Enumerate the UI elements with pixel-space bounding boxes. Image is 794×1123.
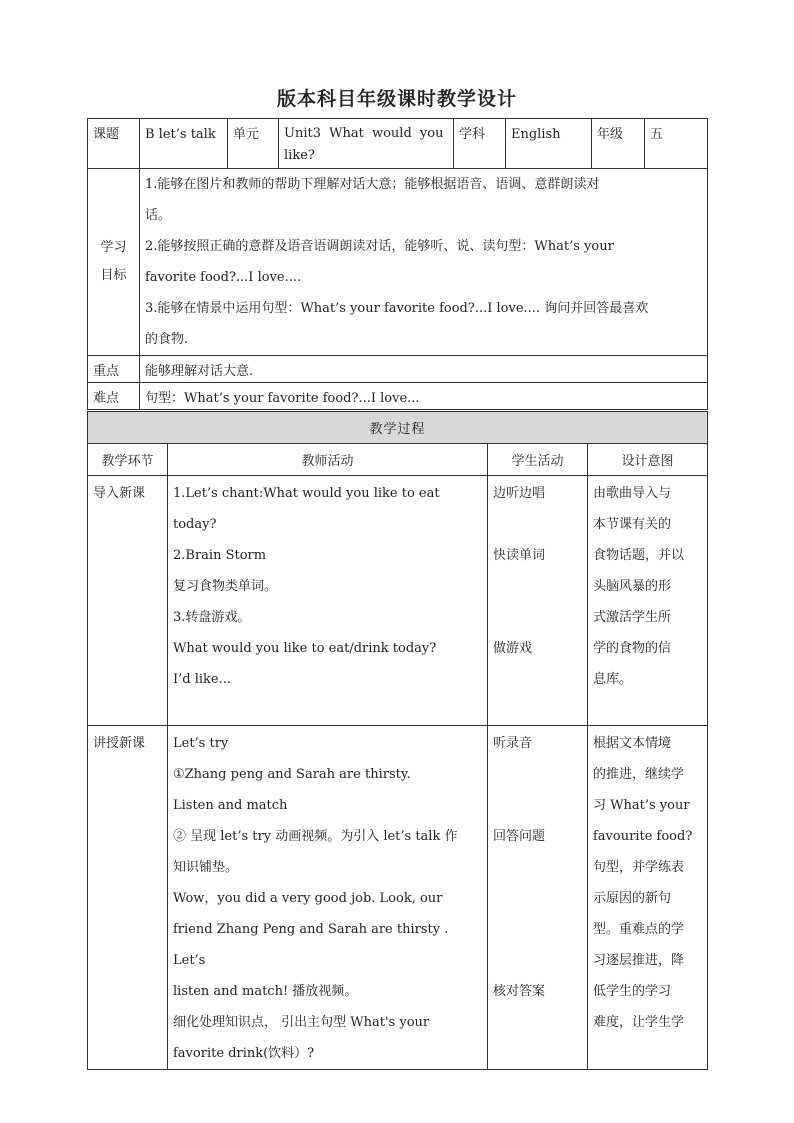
objectives-content [140,169,708,356]
intent-line: 的推进，继续学 [593,767,685,782]
header-teacher: 教师活动 [168,444,488,476]
student-cell [488,476,588,726]
topic-value: B let’s talk [140,119,228,169]
intent-line: 句型，并学练表 [593,860,685,875]
student-line: 快读单词 [493,548,546,563]
intent-line: 式激活学生所 [593,610,672,625]
header-student: 学生活动 [488,444,588,476]
teacher-line: friend Zhang Peng and Sarah are thirsty . Let’s [173,922,449,968]
topic-label: 课题 [88,119,140,169]
header-intent: 设计意图 [588,444,708,476]
objective-line: favorite food?...I love.... [145,270,302,285]
intent-line: 由歌曲导入与 [593,486,672,501]
intent-line: 习 What’s your [593,798,690,813]
teacher-cell [168,476,488,726]
teacher-line: favorite drink(饮料）? [173,1046,315,1061]
teacher-line: I’d like... [173,672,232,687]
intent-line: 低学生的学习 [593,984,672,999]
objectives-row [88,169,708,356]
teacher-line: Wow，you did a very good job. Look, our [173,891,443,906]
student-cell [488,726,588,1070]
teacher-line: 3.转盘游戏。 [173,610,251,625]
difficulty-row [88,383,708,410]
teacher-line: 1.Let’s chant:What would you like to eat [173,486,440,501]
stage-cell: 导入新课 [88,476,168,726]
process-header-row [88,444,708,476]
intent-line: 根据文本情境 [593,736,672,751]
intent-line: 息库。 [593,672,633,687]
teacher-line: Let’s try [173,736,229,751]
teacher-line: Listen and match [173,798,288,813]
student-line: 边听边唱 [493,486,546,501]
unit-label: 单元 [228,119,279,169]
intent-line: favourite food? [593,829,693,844]
difficulty-label: 难点 [88,383,140,410]
objective-line: 的食物. [145,332,189,347]
objectives-label-line1: 学习 [100,240,127,255]
subject-value: English [506,119,592,169]
intent-cell [588,476,708,726]
key-point-value: 能够理解对话大意. [140,356,708,383]
objective-line: 3.能够在情景中运用句型：What’s your favorite food?...I love.... 询问并回答最喜欢 [145,301,649,316]
intent-line: 食物话题，并以 [593,548,685,563]
process-row-intro [88,476,708,726]
objective-line: 1.能够在图片和教师的帮助下理解对话大意；能够根据语音、语调、意群朗读对 [145,177,600,192]
objectives-label [88,169,140,356]
process-table [87,411,708,1070]
intent-line: 学的食物的信 [593,641,672,656]
objectives-label-line2: 目标 [100,268,127,283]
info-row [88,119,708,169]
teacher-line: What would you like to eat/drink today? [173,641,437,656]
grade-value: 五 [645,119,708,169]
subject-label: 学科 [454,119,506,169]
key-point-label: 重点 [88,356,140,383]
intent-line: 示原因的新句 [593,891,672,906]
student-line: 听录音 [493,736,533,751]
teacher-line: 细化处理知识点， 引出主句型 What's your [173,1015,430,1030]
intent-line: 本节课有关的 [593,517,672,532]
intent-line: 型。重难点的学 [593,922,685,937]
process-band: 教学过程 [88,412,708,444]
student-line: 回答问题 [493,829,546,844]
teacher-line: listen and match! 播放视频。 [173,984,358,999]
intent-line: 难度，让学生学 [593,1015,685,1030]
process-band-row [88,412,708,444]
teacher-line: 知识铺垫。 [173,860,239,875]
intent-line: 习逐层推进，降 [593,953,685,968]
page-title: 版本科目年级课时教学设计 [276,88,517,110]
info-table [87,118,708,410]
student-line: 核对答案 [493,984,546,999]
header-stage: 教学环节 [88,444,168,476]
objective-line: 2.能够按照正确的意群及语音语调朗读对话，能够听、说、读句型：What’s your [145,239,614,254]
teacher-line: ② 呈现 let’s try 动画视频。为引入 let’s talk 作 [173,829,458,844]
stage-cell: 讲授新课 [88,726,168,1070]
teacher-line: ①Zhang peng and Sarah are thirsty. [173,767,411,782]
teacher-line: 复习食物类单词。 [173,579,278,594]
teacher-line: 2.Brain Storm [173,548,267,563]
teacher-line: today? [173,517,217,532]
grade-label: 年级 [592,119,645,169]
key-point-row [88,356,708,383]
intent-line: 头脑风暴的形 [593,579,672,594]
objective-line: 话。 [145,208,172,223]
student-line: 做游戏 [493,641,533,656]
intent-cell [588,726,708,1070]
difficulty-value: 句型：What’s your favorite food?...I love... [140,383,708,410]
unit-value: Unit3 What would you like? [279,119,454,169]
teacher-cell [168,726,488,1070]
process-row-new [88,726,708,1070]
